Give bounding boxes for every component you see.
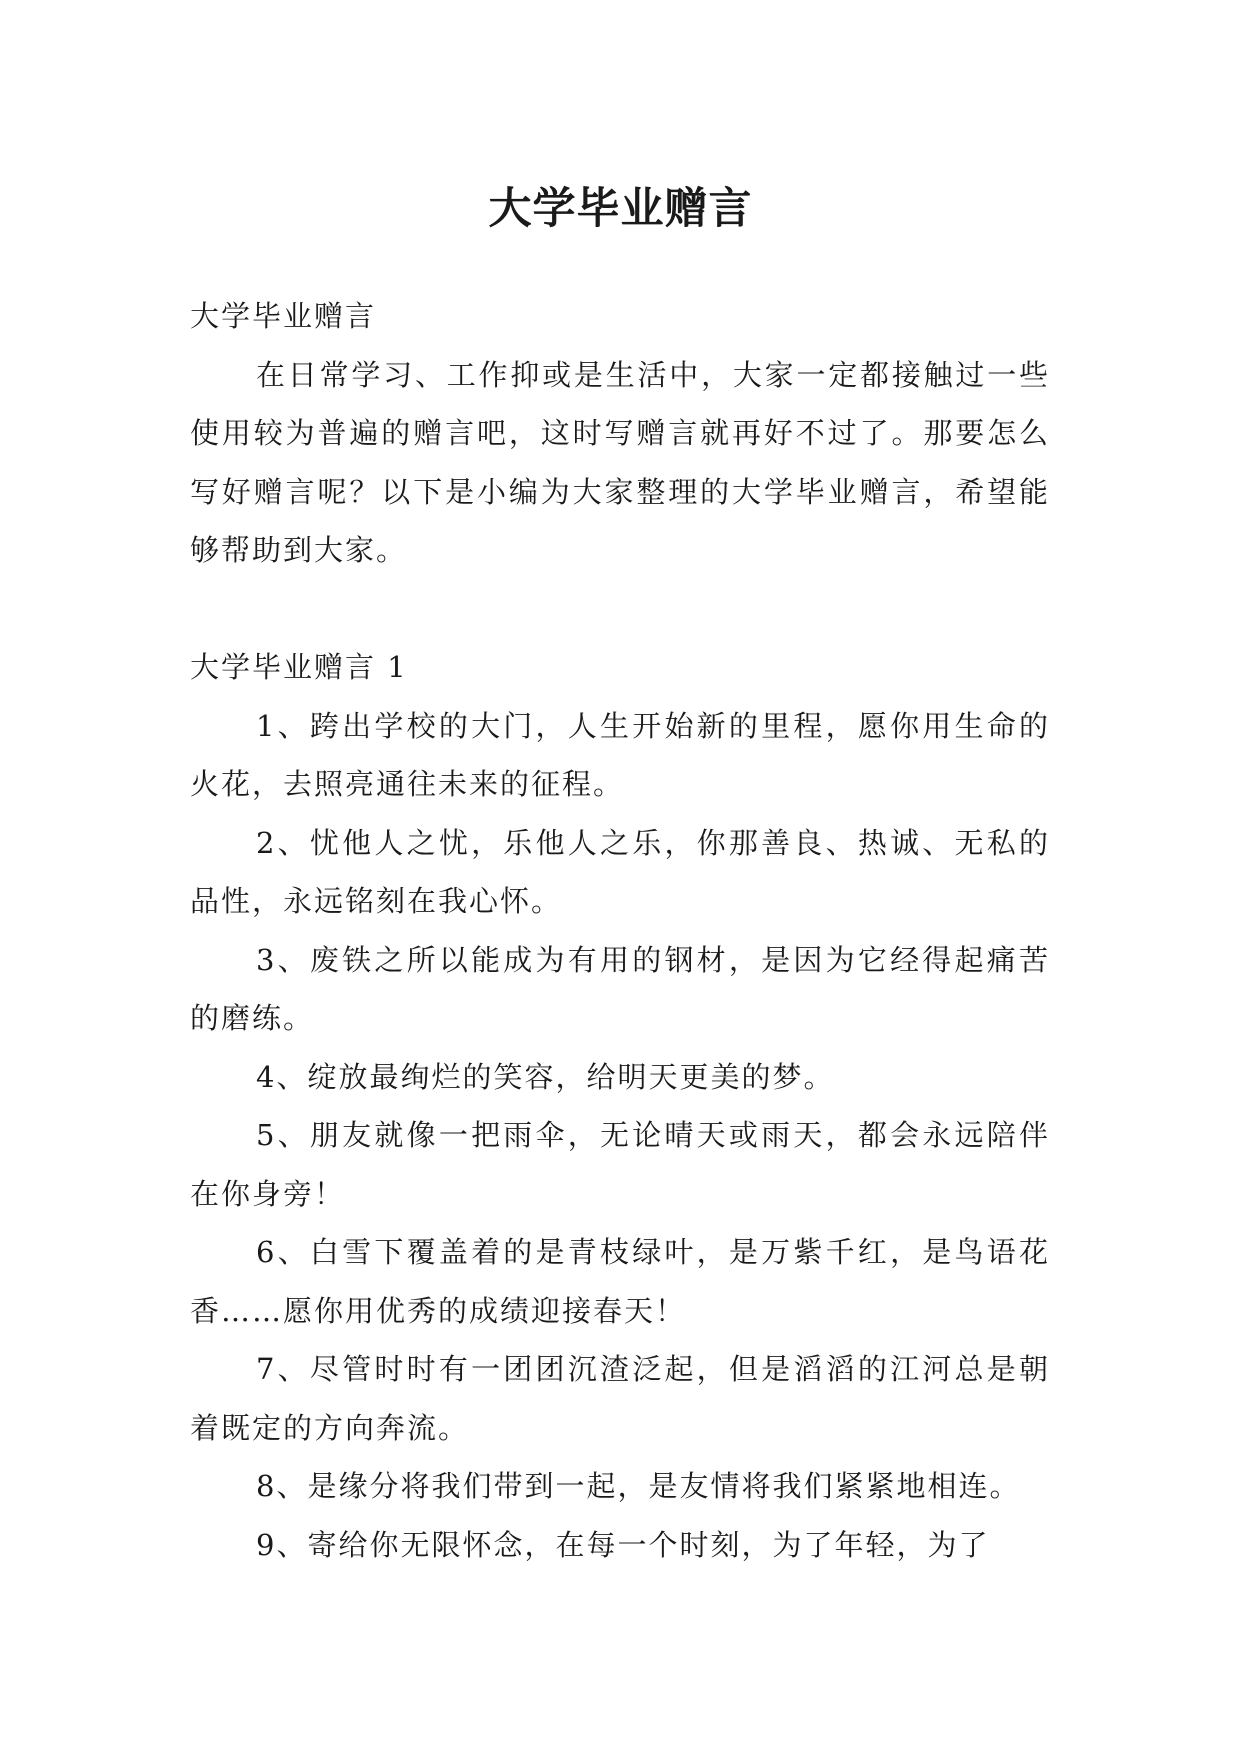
list-item: 8、是缘分将我们带到一起，是友情将我们紧紧地相连。	[256, 1469, 1021, 1503]
list-item: 6、白雪下覆盖着的是青枝绿叶，是万紫千红，是鸟语花香……愿你用优秀的成绩迎接春天！	[190, 1235, 1050, 1328]
paragraph-spacer	[190, 580, 1050, 639]
list-item: 5、朋友就像一把雨伞，无论晴天或雨天，都会永远陪伴在你身旁！	[190, 1118, 1050, 1211]
list-item: 4、绽放最绚烂的笑容，给明天更美的梦。	[256, 1059, 835, 1094]
document-body	[190, 287, 1050, 1574]
list-item: 2、忧他人之忧，乐他人之乐，你那善良、热诚、无私的品性，永远铭刻在我心怀。	[190, 825, 1050, 918]
page-title: 大学毕业赠言	[488, 183, 753, 234]
intro-heading: 大学毕业赠言	[190, 299, 377, 333]
list-item: 3、废铁之所以能成为有用的钢材，是因为它经得起痛苦的磨练。	[190, 942, 1050, 1035]
list-item: 9、寄给你无限怀念，在每一个时刻，为了年轻，为了	[256, 1527, 990, 1562]
intro-paragraph: 在日常学习、工作抑或是生活中，大家一定都接触过一些使用较为普遍的赠言吧，这时写赠言就再好不过了。那要怎么写好赠言呢？以下是小编为大家整理的大学毕业赠言，希望能够帮助到大家。	[190, 357, 1050, 567]
list-item: 1、跨出学校的大门，人生开始新的里程，愿你用生命的火花，去照亮通往未来的征程。	[190, 708, 1050, 801]
section-heading: 大学毕业赠言 1	[190, 650, 408, 684]
list-item: 7、尽管时时有一团团沉渣泛起，但是滔滔的江河总是朝着既定的方向奔流。	[190, 1352, 1050, 1445]
